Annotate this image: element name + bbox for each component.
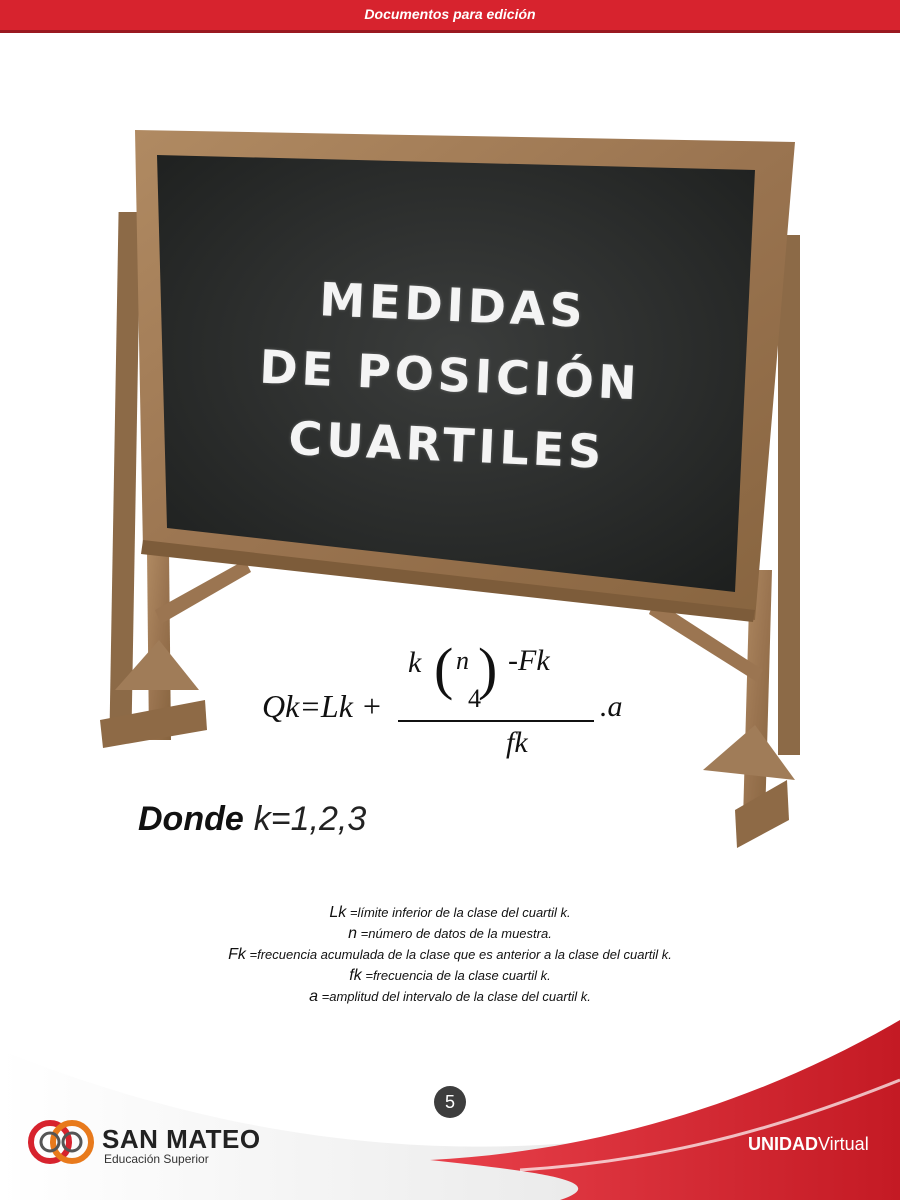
san-mateo-emblem-icon: [28, 1112, 96, 1172]
definition-term: n: [348, 925, 358, 942]
page-number: 5: [434, 1086, 466, 1118]
definition-item: [150, 986, 750, 1007]
san-mateo-logo: [28, 1112, 268, 1182]
definition-term: a: [309, 988, 319, 1005]
header-label: Documentos para edición: [364, 6, 536, 22]
brand-name: SAN MATEO: [102, 1124, 261, 1154]
definition-term: Fk: [228, 946, 246, 963]
definition-text: =amplitud del intervalo de la clase del cuartil k.: [318, 989, 591, 1004]
formula-denominator: fk: [506, 726, 528, 759]
definition-text: =frecuencia acumulada de la clase que es anterior a la clase del cuartil k.: [245, 947, 672, 962]
fraction-line: [398, 720, 594, 722]
definition-term: fk: [349, 967, 362, 984]
definitions-list: [150, 902, 750, 1007]
formula-n: n: [456, 646, 469, 675]
uv-bold: UNIDAD: [748, 1134, 818, 1154]
quartile-formula: [250, 636, 670, 770]
formula-paren-close: ): [478, 636, 498, 701]
header-underline: [0, 30, 900, 33]
definition-text: =número de datos de la muestra.: [357, 926, 552, 941]
donde-line: [138, 800, 366, 839]
definition-text: =frecuencia de la clase cuartil k.: [361, 968, 551, 983]
formula-k: k: [408, 646, 422, 679]
definition-item: [150, 965, 750, 986]
donde-value: k=1,2,3: [253, 800, 367, 838]
uv-light: Virtual: [818, 1134, 869, 1154]
formula-four: 4: [468, 684, 481, 713]
definition-text: =límite inferior de la clase del cuartil k.: [346, 905, 571, 920]
title-line-2: DE POSICIÓN: [258, 339, 642, 411]
formula-suffix: .a: [600, 690, 623, 723]
definition-item: [150, 944, 750, 965]
donde-label: Donde: [138, 800, 244, 838]
unidad-virtual-logo: [748, 1134, 869, 1155]
definition-item: [150, 902, 750, 923]
title-line-3: CUARTILES: [287, 411, 607, 479]
brand-subtitle: Educación Superior: [104, 1152, 209, 1166]
definition-term: Lk: [329, 904, 347, 921]
formula-numerator-fk: -Fk: [508, 644, 550, 677]
title-line-1: MEDIDAS: [318, 272, 588, 338]
formula-paren-open: (: [434, 636, 454, 701]
formula-lhs: Qk=Lk +: [262, 688, 383, 724]
chalkboard-title: [156, 257, 745, 492]
definition-item: [150, 923, 750, 944]
header-bar: [0, 0, 900, 30]
